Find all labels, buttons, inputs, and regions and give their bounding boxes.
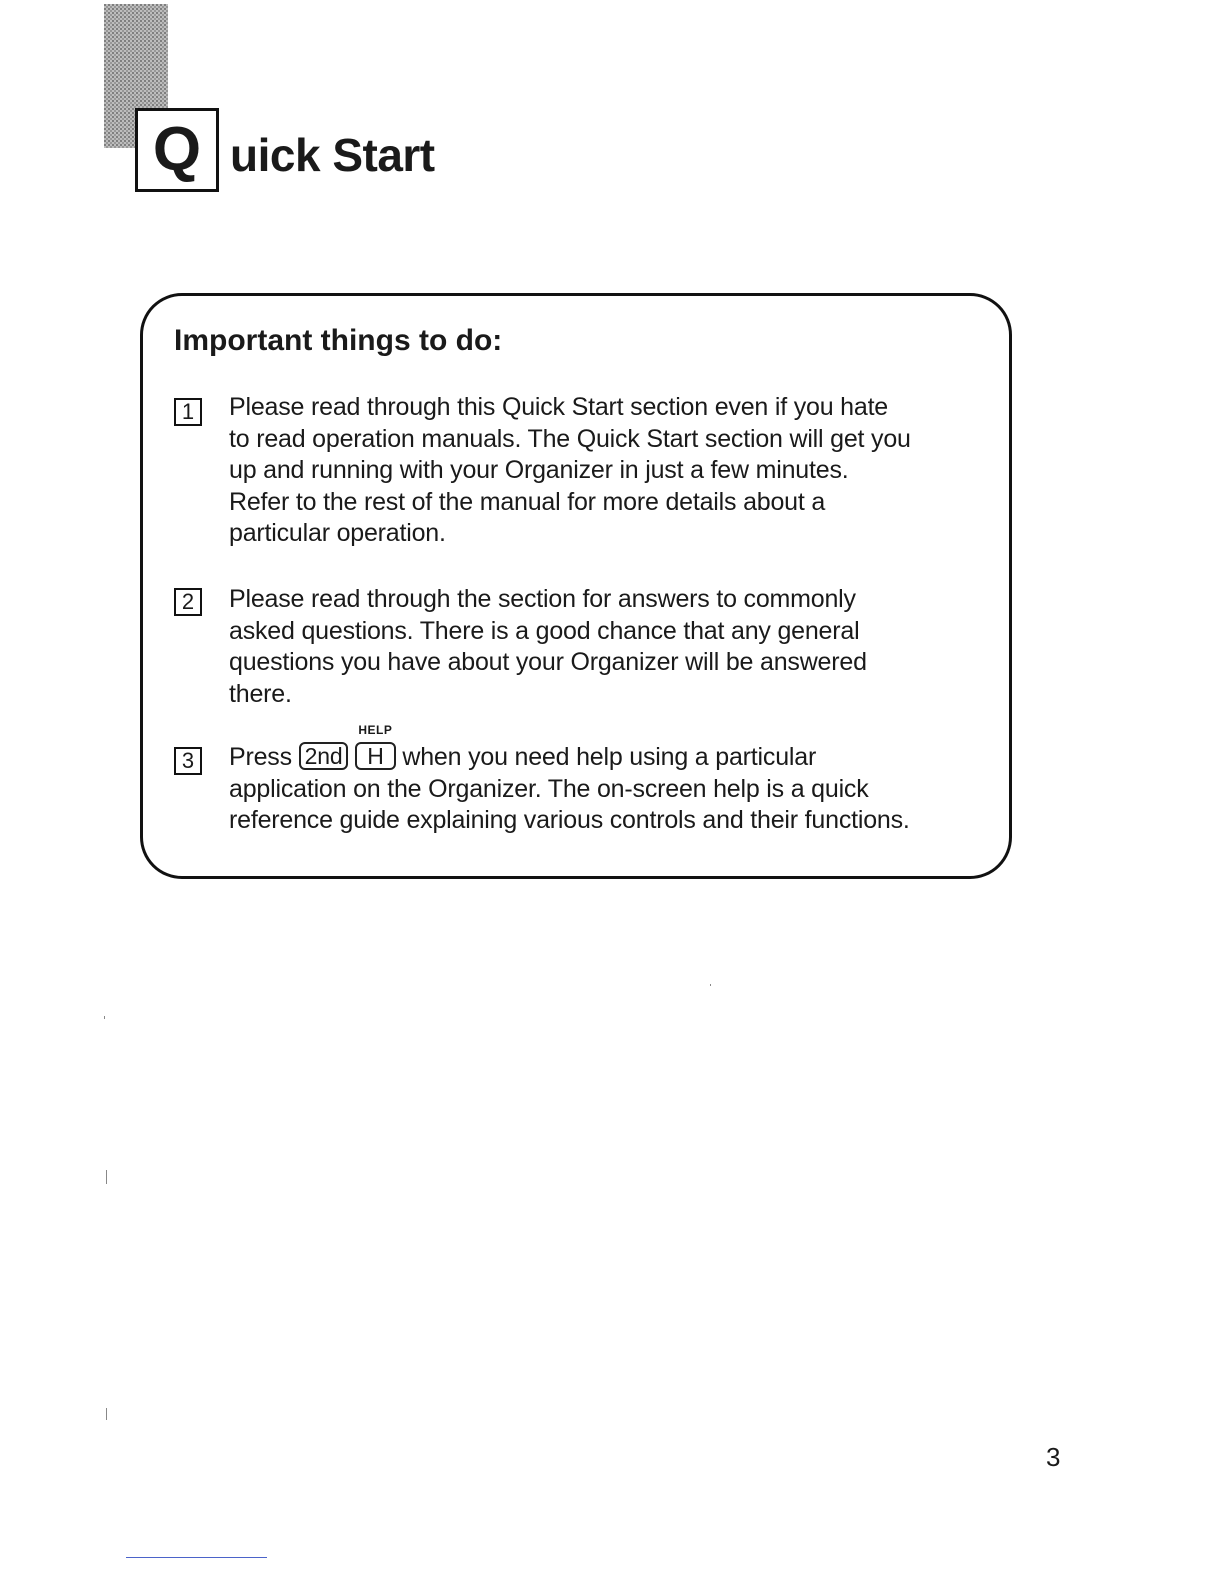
page-title: uick Start: [230, 129, 435, 181]
help-key-letter: H: [367, 743, 384, 769]
help-key-icon: [355, 723, 395, 770]
scan-speck: [106, 1408, 107, 1420]
item-line: to read operation manuals. The Quick Start section will get you: [229, 424, 911, 453]
item-line: Please read through this Quick Start section even if you hate: [229, 393, 889, 421]
help-key-label: HELP: [358, 723, 393, 737]
item-text: [229, 723, 989, 837]
page-number: 3: [1046, 1442, 1061, 1472]
press-label: Press: [229, 743, 292, 771]
item-line: up and running with your Organizer in just a few minutes.: [229, 456, 849, 484]
item-line: there.: [229, 679, 292, 708]
scan-speck: [710, 984, 711, 986]
item-line: particular operation.: [229, 519, 446, 547]
scan-speck: [106, 1170, 107, 1184]
item-line: Refer to the rest of the manual for more details about a: [229, 487, 826, 516]
item-line-with-keys: [229, 723, 989, 774]
footer-rule: [126, 1557, 267, 1558]
item-number-box: 2: [174, 588, 202, 616]
card-heading: Important things to do:: [174, 324, 503, 357]
scan-speck: [104, 1016, 105, 1019]
item-number-box: 3: [174, 747, 202, 775]
second-function-key-icon: 2nd: [299, 742, 349, 770]
item-line: Please read through the section for answers to commonly: [229, 585, 856, 613]
item-text: [229, 392, 989, 550]
item-line: when you need help using a particular: [402, 743, 817, 771]
item-text: [229, 584, 989, 710]
item-line: asked questions. There is a good chance that any general: [229, 616, 860, 645]
title-initial-box: Q: [135, 108, 219, 192]
item-line: application on the Organizer. The on-screen help is a quick: [229, 774, 869, 803]
item-line: questions you have about your Organizer will be answered: [229, 648, 867, 676]
item-number-box: 1: [174, 398, 202, 426]
item-line: reference guide explaining various controls and their functions.: [229, 806, 910, 834]
